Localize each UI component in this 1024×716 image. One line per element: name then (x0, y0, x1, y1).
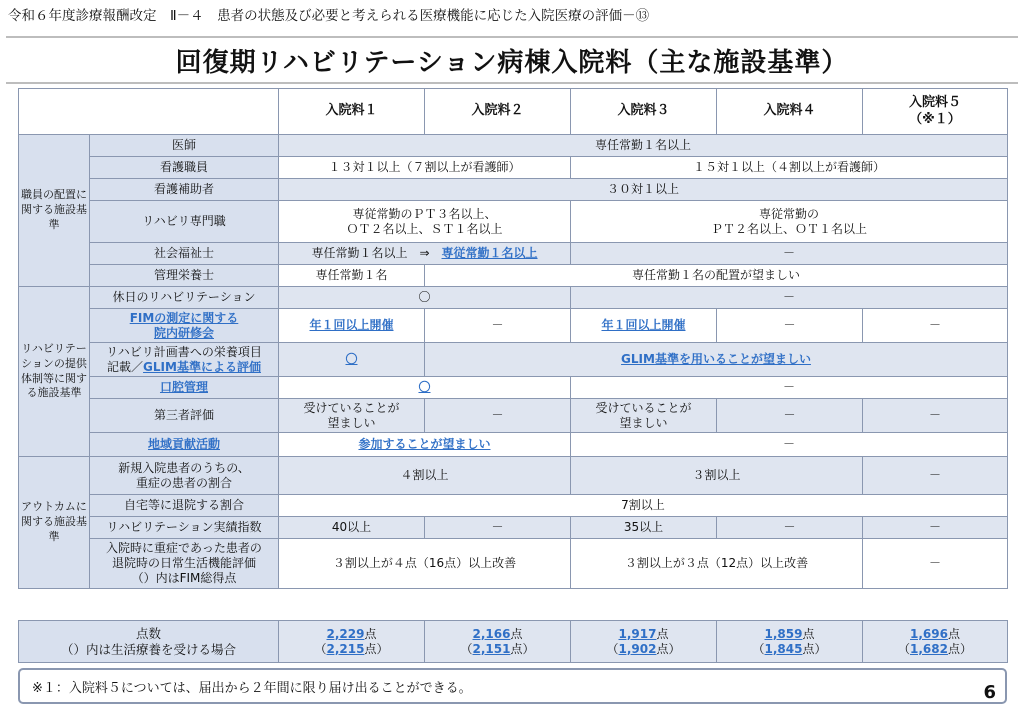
points-unit: 点 (510, 641, 523, 656)
table-row (19, 243, 1008, 265)
row-label-doctor: 医師 (90, 135, 279, 157)
header-col-3: 入院料３ (571, 89, 717, 135)
third-value-1 (279, 399, 425, 433)
fim-value-5: － (863, 309, 1008, 343)
row-label-social: 社会福祉士 (90, 243, 279, 265)
diet-value-2345: 専任常勤１名の配置が望ましい (425, 265, 1008, 287)
oral-value-12: 〇 (279, 377, 571, 399)
points-unit: 点 (656, 626, 669, 641)
points-4-sub: 1,845 (764, 641, 803, 656)
table-row (19, 157, 1008, 179)
holiday-value-345: － (571, 287, 1008, 309)
severe-value-12: ４割以上 (279, 457, 571, 495)
third-1-line2: 望ましい (327, 415, 376, 430)
third-value-3 (571, 399, 717, 433)
third-value-5: － (863, 399, 1008, 433)
points-unit: 点 (802, 626, 815, 641)
row-label-nurse: 看護職員 (90, 157, 279, 179)
oral-value-345: － (571, 377, 1008, 399)
row-label-fim (90, 309, 279, 343)
third-3-line2: 望ましい (619, 415, 668, 430)
severe-value-34: ３割以上 (571, 457, 863, 495)
improve-label-line1: 入院時に重症であった患者の (106, 541, 262, 555)
row-label-plan (90, 343, 279, 377)
header-row (19, 89, 1008, 135)
third-3-line1: 受けていることが (595, 400, 692, 415)
row-label-home: 自宅等に退院する割合 (90, 495, 279, 517)
header-col-4: 入院料４ (717, 89, 863, 135)
community-value-345: － (571, 433, 1008, 457)
holiday-value-12: 〇 (279, 287, 571, 309)
points-unit: 点 (364, 641, 377, 656)
table-row (19, 201, 1008, 243)
points-col-1: 2,229点 （2,215点） (279, 621, 425, 663)
points-5-main: 1,696 (910, 626, 948, 641)
header-col-5 (863, 89, 1008, 135)
severe-label-line2: 重症の患者の割合 (135, 475, 232, 490)
improve-value-34: ３割以上が３点（12点）以上改善 (571, 539, 863, 589)
plan-label-line2 (92, 360, 276, 375)
fim-label-line2: 院内研修会 (153, 325, 214, 340)
points-2-sub: 2,151 (472, 641, 511, 656)
page-title: 回復期リハビリテーション病棟入院料（主な施設基準） (175, 47, 849, 78)
criteria-table (18, 88, 1008, 589)
table-row (19, 457, 1008, 495)
nurse-value-345: １５対１以上（４割以上が看護師） (571, 157, 1008, 179)
points-1-sub: 2,215 (326, 641, 365, 656)
fim-value-3: 年１回以上開催 (571, 309, 717, 343)
plan-label-line1: リハビリ計画書への栄養項目 (106, 344, 262, 359)
row-label-severe (90, 457, 279, 495)
table-row (19, 495, 1008, 517)
footnote: ※１：入院料５については、届出から２年間に限り届け出ることができる。 (18, 668, 1007, 704)
category-rehab: リハビリテーションの提供体制等に関する施設基準 (19, 287, 90, 457)
header-blank (19, 89, 279, 135)
row-label-index: リハビリテーション実績指数 (90, 517, 279, 539)
third-1-line1: 受けていることが (303, 400, 400, 415)
points-col-3: 1,917点 （1,902点） (571, 621, 717, 663)
points-unit: 点 (947, 641, 960, 656)
category-outcome: アウトカムに関する施設基準 (19, 457, 90, 589)
category-staff: 職員の配置に関する施設基準 (19, 135, 90, 287)
rehab-staff-345-line1: 専従常勤の (758, 206, 819, 221)
points-unit: 点 (510, 626, 523, 641)
row-label-diet: 管理栄養士 (90, 265, 279, 287)
row-label-community: 地域貢献活動 (90, 433, 279, 457)
title-bar (6, 36, 1018, 84)
table-row (19, 343, 1008, 377)
table-row (19, 377, 1008, 399)
community-value-12: 参加することが望ましい (279, 433, 571, 457)
points-label-line1: 点数 (135, 625, 161, 641)
points-col-2: 2,166点 （2,151点） (425, 621, 571, 663)
fim-value-2: － (425, 309, 571, 343)
row-label-holiday: 休日のリハビリテーション (90, 287, 279, 309)
row-label-aide: 看護補助者 (90, 179, 279, 201)
rehab-staff-value-12 (279, 201, 571, 243)
table-row (19, 265, 1008, 287)
plan-value-2345: GLIM基準を用いることが望ましい (425, 343, 1008, 377)
third-value-4: － (717, 399, 863, 433)
severe-label-line1: 新規入院患者のうちの、 (118, 460, 250, 475)
social-value-12 (279, 243, 571, 265)
points-label-line2: （）内は生活療養を受ける場合 (60, 641, 236, 657)
plan-label-line2a: 記載／ (107, 359, 144, 374)
row-label-third: 第三者評価 (90, 399, 279, 433)
rehab-staff-12-line2: ＯＴ２名以上、ＳＴ１名以上 (346, 221, 503, 236)
improve-value-12: ３割以上が４点（16点）以上改善 (279, 539, 571, 589)
rehab-staff-12-line1: 専従常勤のＰＴ３名以上、 (352, 206, 497, 221)
rehab-staff-value-345 (571, 201, 1008, 243)
improve-label-line3: （）内はFIM総得点 (131, 571, 237, 585)
table-row (19, 135, 1008, 157)
social-after: 専従常勤１名以上 (441, 246, 538, 260)
rehab-staff-345-line2: ＰＴ２名以上、ＯＴ１名以上 (710, 221, 867, 236)
points-2-main: 2,166 (472, 626, 511, 641)
table-row (19, 287, 1008, 309)
points-unit: 点 (802, 641, 815, 656)
header-col-5-label: 入院料５ (908, 95, 961, 111)
row-label-improve (90, 539, 279, 589)
plan-label-line2b: GLIM基準による評価 (143, 359, 261, 374)
improve-label-line2: 退院時の日常生活機能評価 (111, 556, 256, 570)
row-label-rehab-staff: リハビリ専門職 (90, 201, 279, 243)
aide-value: ３０対１以上 (279, 179, 1008, 201)
table-row (19, 399, 1008, 433)
table-row (19, 517, 1008, 539)
home-value: 7割以上 (279, 495, 1008, 517)
index-value-4: － (717, 517, 863, 539)
points-row (19, 621, 1008, 663)
index-value-3: 35以上 (571, 517, 717, 539)
table-row (19, 539, 1008, 589)
points-col-5: 1,696点 （1,682点） (863, 621, 1008, 663)
diet-value-1: 専任常勤１名 (279, 265, 425, 287)
doctor-value: 専任常勤１名以上 (279, 135, 1008, 157)
points-3-main: 1,917 (618, 626, 657, 641)
points-3-sub: 1,902 (618, 641, 657, 656)
points-unit: 点 (364, 626, 377, 641)
points-4-main: 1,859 (764, 626, 803, 641)
page-number: 6 (983, 682, 996, 703)
severe-value-5: － (863, 457, 1008, 495)
fim-value-1: 年１回以上開催 (279, 309, 425, 343)
social-before: 専任常勤１名以上 ⇒ (311, 246, 442, 260)
table-row (19, 309, 1008, 343)
table-row (19, 433, 1008, 457)
row-label-oral: 口腔管理 (90, 377, 279, 399)
plan-value-1: 〇 (279, 343, 425, 377)
social-value-345: － (571, 243, 1008, 265)
table-row (19, 179, 1008, 201)
fim-value-4: － (717, 309, 863, 343)
nurse-value-12: １３対１以上（７割以上が看護師） (279, 157, 571, 179)
improve-value-5: － (863, 539, 1008, 589)
points-1-main: 2,229 (326, 626, 365, 641)
index-value-5: － (863, 517, 1008, 539)
points-5-sub: 1,682 (910, 641, 948, 656)
header-col-2: 入院料２ (425, 89, 571, 135)
fim-label-line1: FIMの測定に関する (129, 310, 239, 325)
points-unit: 点 (656, 641, 669, 656)
index-value-1: 40以上 (279, 517, 425, 539)
points-col-4: 1,859点 （1,845点） (717, 621, 863, 663)
header-col-1: 入院料１ (279, 89, 425, 135)
header-col-5-note: （※１） (909, 111, 961, 127)
breadcrumb: 令和６年度診療報酬改定 Ⅱ－４ 患者の状態及び必要と考えられる医療機能に応じた入院医療の評価－⑬ (8, 8, 650, 24)
points-unit: 点 (947, 626, 960, 641)
third-value-2: － (425, 399, 571, 433)
points-table (18, 620, 1008, 663)
index-value-2: － (425, 517, 571, 539)
points-label (19, 621, 279, 663)
